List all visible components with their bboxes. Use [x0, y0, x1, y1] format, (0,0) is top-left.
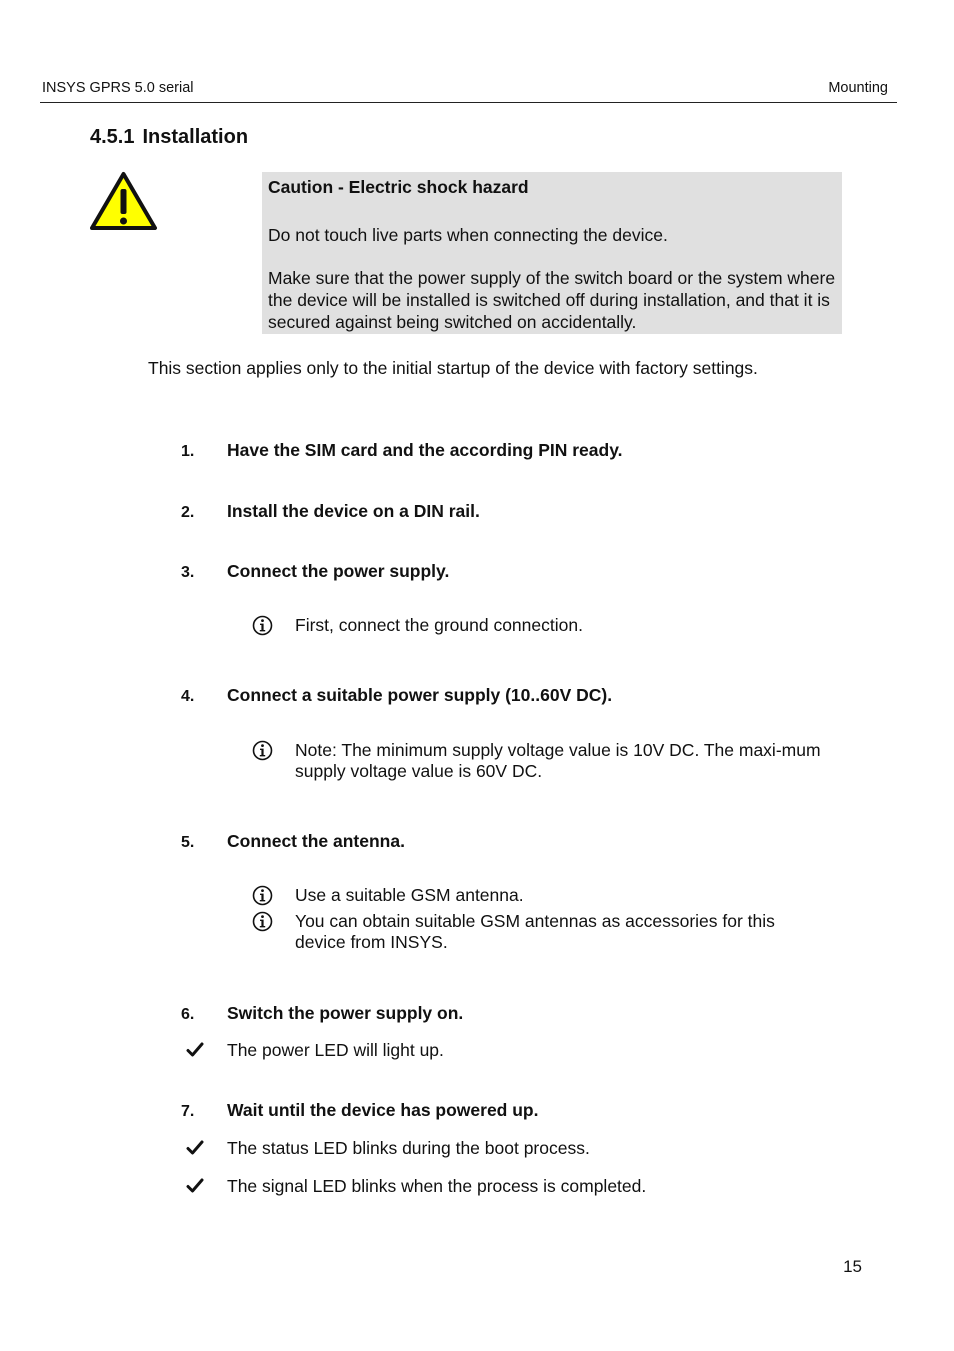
step-number: 7.	[181, 1103, 195, 1120]
section-title: Installation	[142, 126, 249, 148]
header-doc-title: INSYS GPRS 5.0 serial	[42, 80, 194, 96]
step-6	[181, 1003, 463, 1024]
note-text: Note: The minimum supply voltage value is 10V DC. The maxi-mum supply voltage value is 60V DC.	[295, 740, 821, 781]
intro-paragraph: This section applies only to the initial startup of the device with factory settings.	[148, 358, 758, 378]
info-icon	[252, 740, 273, 761]
step-number: 3.	[181, 564, 195, 581]
step-text: Connect a suitable power supply (10..60V DC).	[227, 685, 613, 705]
step-7	[181, 1100, 538, 1121]
step-text: Install the device on a DIN rail.	[227, 501, 480, 521]
step-4	[181, 685, 612, 706]
step-text: Connect the antenna.	[227, 831, 405, 851]
step-3	[181, 561, 449, 582]
caution-title: Caution - Electric shock hazard	[268, 177, 529, 197]
info-icon	[252, 885, 273, 906]
note-text: You can obtain suitable GSM antennas as accessories for this device from INSYS.	[295, 911, 775, 952]
caution-text-2: Make sure that the power supply of the switch board or the system where the device will be installed is switched off during installation, and that it is secured against being switched on accidentally.	[268, 268, 836, 332]
caution-box	[262, 172, 842, 334]
header-divider	[40, 102, 897, 103]
step-2	[181, 501, 480, 522]
step-text: Switch the power supply on.	[227, 1003, 464, 1023]
note-text: Use a suitable GSM antenna.	[295, 885, 524, 905]
section-heading	[90, 126, 248, 149]
checkmark-icon	[186, 1041, 204, 1059]
header-chapter-name: Mounting	[828, 80, 888, 96]
result-text: The signal LED blinks when the process is completed.	[227, 1176, 647, 1196]
step-number: 1.	[181, 443, 195, 460]
checkmark-icon	[186, 1139, 204, 1157]
note-text: First, connect the ground connection.	[295, 615, 583, 635]
step-1	[181, 440, 623, 461]
step-number: 5.	[181, 834, 195, 851]
step-5	[181, 831, 405, 852]
step-number: 6.	[181, 1006, 195, 1023]
section-number: 4.5.1	[90, 126, 135, 148]
info-icon	[252, 911, 273, 932]
caution-text-1: Do not touch live parts when connecting the device.	[268, 225, 668, 245]
step-text: Wait until the device has powered up.	[227, 1100, 539, 1120]
step-text: Connect the power supply.	[227, 561, 450, 581]
step-number: 2.	[181, 504, 195, 521]
info-icon	[252, 615, 273, 636]
page-number: 15	[843, 1257, 862, 1276]
warning-triangle-icon	[89, 170, 158, 232]
result-text: The status LED blinks during the boot process.	[227, 1138, 590, 1158]
step-number: 4.	[181, 688, 195, 705]
result-text: The power LED will light up.	[227, 1040, 444, 1060]
step-text: Have the SIM card and the according PIN ready.	[227, 440, 623, 460]
checkmark-icon	[186, 1177, 204, 1195]
